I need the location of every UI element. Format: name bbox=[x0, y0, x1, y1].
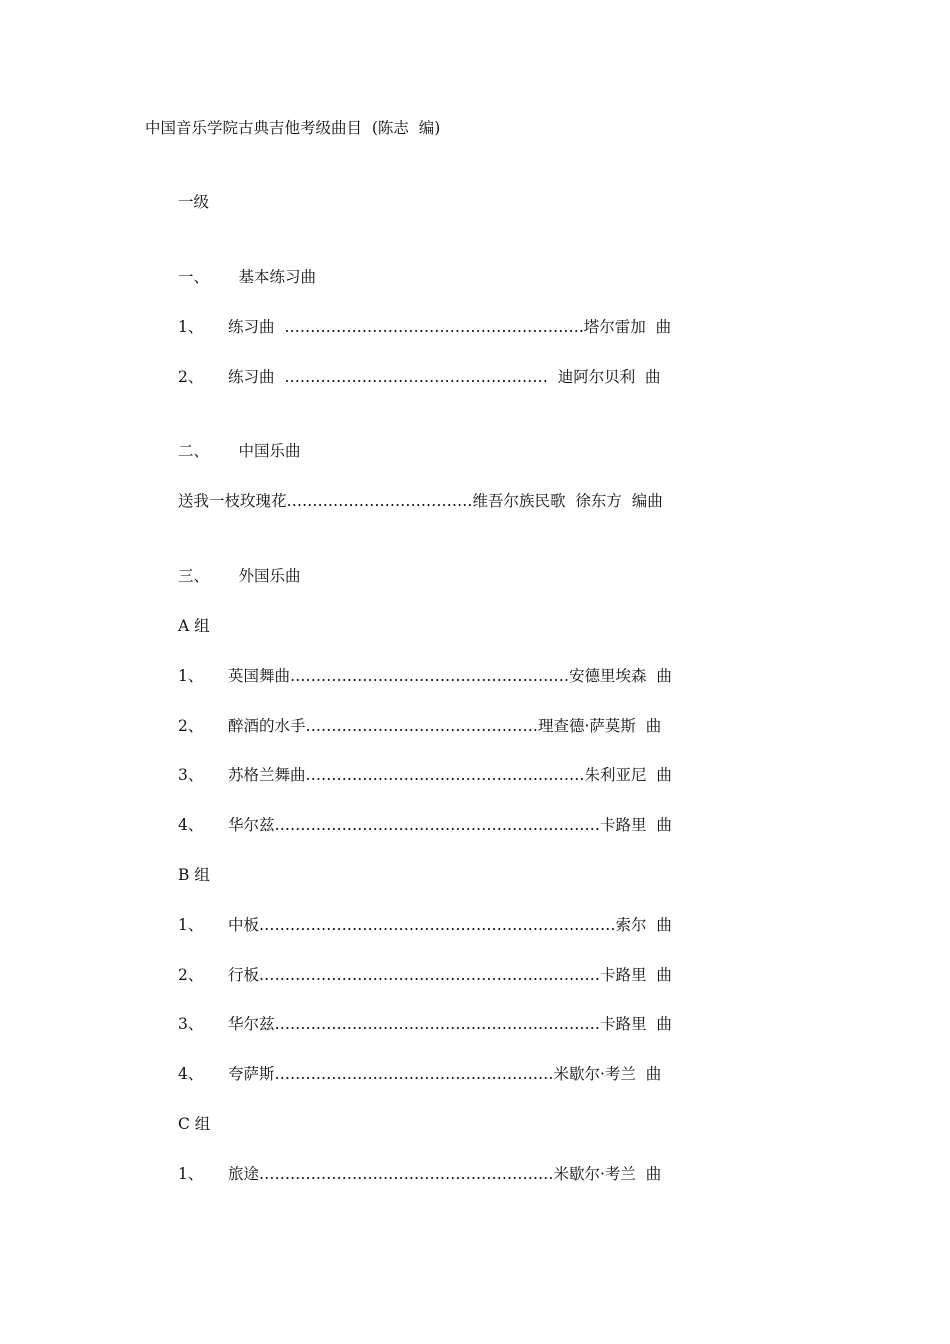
list-item: 3、 华尔兹………………………………………………………卡路里 曲 bbox=[178, 1015, 672, 1033]
group-label: A 组 bbox=[178, 617, 210, 635]
list-item: 1、 英国舞曲………………………………………………安德里埃森 曲 bbox=[178, 667, 672, 685]
list-item: 1、 练习曲 ………………………………………………….塔尔雷加 曲 bbox=[178, 318, 672, 336]
section-heading: 二、 中国乐曲 bbox=[178, 442, 301, 460]
group-label: B 组 bbox=[178, 866, 210, 884]
list-item: 2、 醉酒的水手………………………………………理查德·萨莫斯 曲 bbox=[178, 717, 662, 735]
section-heading: 一、 基本练习曲 bbox=[178, 268, 317, 286]
list-item: 3、 苏格兰舞曲………………………………………………朱利亚尼 曲 bbox=[178, 766, 672, 784]
group-label: C 组 bbox=[178, 1115, 211, 1133]
list-item: 1、 中板……………………………………………………………索尔 曲 bbox=[178, 916, 672, 934]
list-item: 2、 行板…………………………………………………………卡路里 曲 bbox=[178, 966, 672, 984]
grade-heading: 一级 bbox=[178, 193, 210, 211]
document-title: 中国音乐学院古典吉他考级曲目 (陈志 编) bbox=[145, 119, 441, 137]
list-item: 4、 华尔兹………………………………………………………卡路里 曲 bbox=[178, 816, 672, 834]
list-item: 1、 旅途…………………………………………………米歇尔·考兰 曲 bbox=[178, 1165, 662, 1183]
list-item: 4、 夸萨斯………………………………………………米歇尔·考兰 曲 bbox=[178, 1065, 662, 1083]
list-item: 送我一枝玫瑰花………………………………维吾尔族民歌 徐东方 编曲 bbox=[178, 492, 663, 510]
list-item: 2、 练习曲 …………………………………………… 迪阿尔贝利 曲 bbox=[178, 368, 661, 386]
section-heading: 三、 外国乐曲 bbox=[178, 567, 301, 585]
